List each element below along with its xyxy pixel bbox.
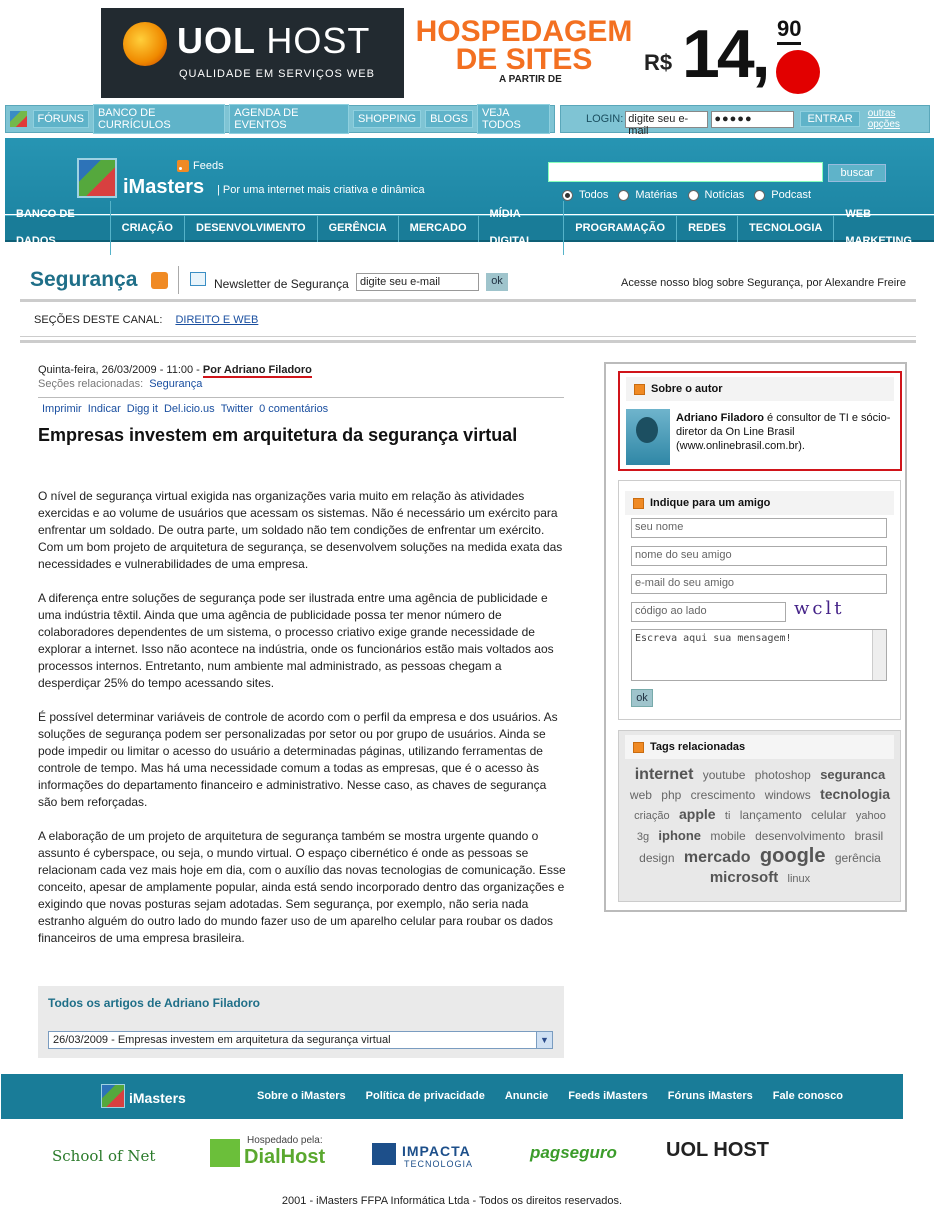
channel-title: Segurança bbox=[30, 268, 138, 291]
related-label: Seções relacionadas: bbox=[38, 378, 144, 390]
related-section-link[interactable]: Segurança bbox=[149, 378, 203, 390]
nav-item[interactable]: DESENVOLVIMENTO bbox=[185, 215, 318, 242]
impacta-icon bbox=[372, 1143, 396, 1165]
tag-link[interactable]: apple bbox=[678, 806, 716, 822]
login-password-input[interactable]: ●●●●● bbox=[711, 111, 794, 128]
tag-link[interactable]: web bbox=[629, 788, 652, 802]
tag-link[interactable]: desenvolvimento bbox=[755, 829, 846, 843]
radio-label: Todos bbox=[579, 189, 609, 201]
nav-item[interactable]: MERCADO bbox=[399, 215, 479, 242]
nav-item[interactable]: MÍDIA DIGITAL bbox=[479, 201, 565, 255]
about-author-header: Sobre o autor bbox=[626, 377, 894, 401]
message-textarea[interactable]: Escreva aqui sua mensagem! bbox=[631, 629, 887, 681]
sidebar bbox=[604, 362, 907, 912]
article-tools bbox=[42, 403, 334, 415]
banner-cents: 90 bbox=[777, 16, 801, 45]
footer-link[interactable]: Anuncie bbox=[504, 1090, 549, 1102]
recommend-ok-button[interactable]: ok bbox=[631, 689, 653, 707]
imasters-logo-icon bbox=[101, 1084, 125, 1108]
article-tool-link[interactable]: Imprimir bbox=[42, 403, 82, 415]
sections-label: SEÇÕES DESTE CANAL: bbox=[34, 314, 163, 326]
top-link[interactable]: BLOGS bbox=[425, 110, 473, 128]
partner-schoolofnet-logo[interactable]: School of Net bbox=[52, 1147, 156, 1165]
your-name-input[interactable]: seu nome bbox=[631, 518, 887, 538]
partner-dialhost-logo[interactable]: Hospedado pela: DialHost bbox=[210, 1135, 335, 1169]
article-tool-link[interactable]: Del.icio.us bbox=[163, 403, 215, 415]
divider bbox=[38, 397, 564, 398]
banner-brand: UOL HOST bbox=[177, 20, 371, 61]
nav-item[interactable]: CRIAÇÃO bbox=[111, 215, 185, 242]
top-link[interactable]: VEJA TODOS bbox=[477, 104, 550, 134]
site-brand[interactable]: iMasters bbox=[123, 176, 205, 198]
friend-name-input[interactable]: nome do seu amigo bbox=[631, 546, 887, 566]
login-more-options-link[interactable]: outras opções bbox=[867, 108, 900, 130]
banner-right bbox=[404, 8, 829, 98]
top-bar bbox=[5, 105, 930, 137]
channel-sections bbox=[20, 305, 916, 337]
red-dot-icon bbox=[776, 50, 820, 94]
recommend-box bbox=[618, 480, 901, 720]
captcha-image: wclt bbox=[794, 598, 845, 619]
tag-link[interactable]: crescimento bbox=[690, 788, 756, 802]
banner-price: 14, bbox=[682, 16, 768, 92]
divider bbox=[178, 266, 179, 294]
tag-link[interactable]: mercado bbox=[683, 849, 751, 866]
tag-link[interactable]: celular bbox=[811, 808, 847, 822]
tag-link[interactable]: ti bbox=[724, 810, 731, 822]
nav-item[interactable]: TECNOLOGIA bbox=[738, 215, 834, 242]
tag-link[interactable]: windows bbox=[764, 788, 811, 802]
partner-impacta-logo[interactable]: IMPACTA TECNOLOGIA bbox=[372, 1143, 487, 1169]
tag-link[interactable]: php bbox=[661, 788, 682, 802]
search-scope-radios bbox=[562, 189, 811, 201]
related-sections bbox=[38, 378, 202, 390]
tag-link[interactable]: linux bbox=[787, 873, 811, 885]
nav-item[interactable]: GERÊNCIA bbox=[318, 215, 399, 242]
tag-link[interactable]: internet bbox=[634, 766, 694, 783]
tag-link[interactable]: seguranca bbox=[820, 767, 886, 782]
imasters-cube-icon bbox=[10, 111, 27, 127]
radio-button[interactable] bbox=[562, 190, 573, 201]
newsletter-mail-icon bbox=[190, 272, 206, 286]
login-label: LOGIN: bbox=[586, 113, 624, 125]
nav-item[interactable]: BANCO DE DADOS bbox=[5, 201, 111, 255]
radio-label: Podcast bbox=[771, 189, 812, 201]
radio-button[interactable] bbox=[754, 190, 765, 201]
footer-link[interactable]: Fóruns iMasters bbox=[667, 1090, 753, 1102]
tag-link[interactable]: design bbox=[639, 851, 675, 865]
divider bbox=[20, 340, 916, 343]
partner-pagseguro-logo[interactable]: pagseguro bbox=[530, 1143, 617, 1162]
banner-headline: HOSPEDAGEM DE SITES bbox=[415, 15, 633, 76]
uol-logo-icon bbox=[123, 22, 167, 66]
login-box bbox=[560, 105, 930, 137]
orange-square-icon bbox=[634, 384, 645, 395]
about-author-box bbox=[618, 371, 902, 471]
tags-header: Tags relacionadas bbox=[625, 735, 894, 759]
imasters-logo-icon[interactable] bbox=[77, 158, 117, 198]
search-button[interactable]: buscar bbox=[828, 164, 886, 182]
recommend-header: Indique para um amigo bbox=[625, 491, 894, 515]
all-articles-select[interactable]: 26/03/2009 - Empresas investem em arquitetura da segurança virtual ▼ bbox=[48, 1031, 553, 1049]
chevron-down-icon[interactable]: ▼ bbox=[536, 1032, 552, 1048]
article-author-link[interactable]: Por Adriano Filadoro bbox=[202, 364, 312, 376]
friend-email-input[interactable]: e-mail do seu amigo bbox=[631, 574, 887, 594]
section-link-direito-e-web[interactable]: DIREITO E WEB bbox=[175, 314, 259, 326]
channel-bar bbox=[20, 260, 916, 302]
channel-rss-icon[interactable] bbox=[151, 272, 168, 289]
article-tool-link[interactable]: Twitter bbox=[220, 403, 254, 415]
tag-link[interactable]: mobile bbox=[710, 829, 746, 843]
radio-label: Notícias bbox=[704, 189, 745, 201]
ad-banner[interactable] bbox=[101, 8, 829, 98]
captcha-input[interactable]: código ao lado bbox=[631, 602, 786, 622]
article-tool-link[interactable]: 0 comentários bbox=[259, 403, 329, 415]
banner-tagline: QUALIDADE EM SERVIÇOS WEB bbox=[179, 68, 375, 80]
article-tool-link[interactable]: Indicar bbox=[87, 403, 121, 415]
site-footer bbox=[1, 1074, 903, 1119]
tag-link[interactable]: brasil bbox=[854, 829, 884, 843]
radio-button[interactable] bbox=[618, 190, 629, 201]
orange-square-icon bbox=[633, 498, 644, 509]
dialhost-icon bbox=[210, 1139, 240, 1167]
tag-cloud bbox=[625, 765, 895, 889]
article-paragraph: A elaboração de um projeto de arquitetura de segurança também se mostra urgente quando o assunto é cyberspace, ou seja, o mundo virtual. O espaço cibernético é onde as pessoas se relacionam cada vez mais hoje em dia, com o auxílio das novas tecnologias de comunicação. Esse conceito, apesar de amplamente popular, ainda está sendo incorporado dentro das organizações e exigindo que novas posturas sejam adotadas. Sem segurança, por exemplo, não seria nada estranho alguém do outro lado do mundo fazer uso de um aparelho celular para roubar os dados financeiros de uma empresa brasileira. bbox=[38, 829, 566, 945]
radio-label: Matérias bbox=[635, 189, 678, 201]
article-meta bbox=[38, 364, 312, 376]
newsletter-label: Newsletter de Segurança bbox=[214, 277, 349, 291]
footer-links bbox=[257, 1090, 863, 1102]
copyright: 2001 - iMasters FFPA Informática Ltda - Todos os direitos reservados. bbox=[281, 1195, 623, 1207]
author-name: Adriano Filadoro bbox=[676, 412, 764, 424]
author-photo bbox=[626, 409, 670, 465]
tag-link[interactable]: lançamento bbox=[739, 808, 802, 822]
login-submit-button[interactable]: ENTRAR bbox=[800, 111, 859, 127]
banner-left bbox=[101, 8, 404, 98]
partner-uolhost-logo[interactable]: UOL HOST bbox=[666, 1139, 769, 1161]
footer-link[interactable]: Sobre o iMasters bbox=[257, 1090, 346, 1102]
article-paragraph: A diferença entre soluções de segurança pode ser ilustrada entre uma agência de publicidade e uma indústria têxtil. Ainda que uma agência de publicidade possa ter menor número de colaboradores dependentes de um sistema, o processo criativo exige grande necessidade de explorar a internet. Isso não acontece na indústria, onde os funcionários estão mais voltados aos processos internos. Entretanto, num ambiente mal administrado, as pessoas chegam a desperdiçar 25% do tempo acessando sites. bbox=[38, 591, 554, 690]
top-link[interactable]: FÓRUNS bbox=[33, 110, 89, 128]
site-header bbox=[5, 138, 934, 214]
tag-link[interactable]: google bbox=[759, 845, 826, 867]
rss-icon bbox=[177, 160, 189, 172]
tag-link[interactable]: 3g bbox=[636, 831, 650, 843]
tag-link[interactable]: microsoft bbox=[709, 869, 779, 886]
newsletter-email-input[interactable]: digite seu e-mail bbox=[356, 273, 479, 291]
banner-currency: R$ bbox=[644, 50, 673, 75]
article-title: Empresas investem em arquitetura da segurança virtual bbox=[38, 425, 518, 445]
nav-item[interactable]: WEB MARKETING bbox=[845, 208, 912, 247]
scrollbar[interactable] bbox=[872, 630, 886, 680]
tag-link[interactable]: tecnologia bbox=[820, 786, 891, 802]
tag-link[interactable]: iphone bbox=[658, 828, 702, 843]
article-paragraph: O nível de segurança virtual exigida nas organizações varia muito em relação às atividades exercidas e ao volume de usuários que acessam os sistemas. Não é necessário um exército para enfrentar um soldado. De outra parte, um soldado não tem condições de enfrentar um exército. Com um bom projeto de arquitetura de segurança, se desenvolvem soluções na medida exata das necessidades e vulnerabilidades de uma empresa. bbox=[38, 489, 563, 571]
article-paragraph: É possível determinar variáveis de controle de acordo com o perfil da empresa e dos usuários. As soluções de segurança podem ser personalizadas por setor ou por grupo de usuários. Ainda se pode impedir ou limitar o acesso do usuário a determinadas páginas, utilizando ferramentas de controle de tempo. Mas há uma necessidade comum a todas as empresas, que é o acesso às informações do departamento financeiro e administrativo. Nesse caso, as chaves de segurança são bem reforçadas. bbox=[38, 710, 558, 809]
top-link[interactable]: AGENDA DE EVENTOS bbox=[229, 104, 349, 134]
footer-link[interactable]: Política de privacidade bbox=[365, 1090, 485, 1102]
partners bbox=[0, 1135, 935, 1175]
main-nav bbox=[5, 208, 934, 247]
footer-link[interactable]: Feeds iMasters bbox=[568, 1090, 648, 1102]
tag-link[interactable]: youtube bbox=[702, 768, 746, 782]
top-link[interactable]: BANCO DE CURRÍCULOS bbox=[93, 104, 225, 134]
newsletter-ok-button[interactable]: ok bbox=[486, 273, 508, 291]
top-link[interactable]: SHOPPING bbox=[353, 110, 421, 128]
all-articles-box bbox=[38, 986, 564, 1058]
tag-link[interactable]: gerência bbox=[834, 851, 881, 865]
banner-from-label: A PARTIR DE bbox=[499, 74, 562, 85]
footer-brand: iMasters bbox=[129, 1090, 186, 1106]
nav-item[interactable]: REDES bbox=[677, 215, 738, 242]
search-input[interactable] bbox=[548, 162, 823, 182]
orange-square-icon bbox=[633, 742, 644, 753]
radio-button[interactable] bbox=[688, 190, 699, 201]
footer-link[interactable]: Fale conosco bbox=[772, 1090, 844, 1102]
author-bio: Adriano Filadoro é consultor de TI e sócio-diretor da On Line Brasil (www.onlinebrasil.com.br). bbox=[676, 412, 891, 452]
article-tool-link[interactable]: Digg it bbox=[126, 403, 158, 415]
tag-link[interactable]: criação bbox=[634, 810, 670, 822]
feeds-link[interactable]: Feeds bbox=[177, 160, 224, 172]
top-links bbox=[5, 105, 555, 133]
article-date: Quinta-feira, 26/03/2009 - 11:00 - bbox=[38, 364, 203, 376]
tag-link[interactable]: yahoo bbox=[855, 810, 886, 822]
tag-link[interactable]: photoshop bbox=[754, 768, 811, 782]
login-email-input[interactable]: digite seu e-mail bbox=[625, 111, 708, 128]
site-slogan: | Por uma internet mais criativa e dinâmica bbox=[217, 184, 425, 196]
channel-blog-link[interactable]: Acesse nosso blog sobre Segurança, por Alexandre Freire bbox=[621, 277, 906, 289]
tags-box bbox=[618, 730, 901, 902]
nav-item[interactable]: PROGRAMAÇÃO bbox=[564, 215, 677, 242]
all-articles-title: Todos os artigos de Adriano Filadoro bbox=[48, 996, 261, 1010]
